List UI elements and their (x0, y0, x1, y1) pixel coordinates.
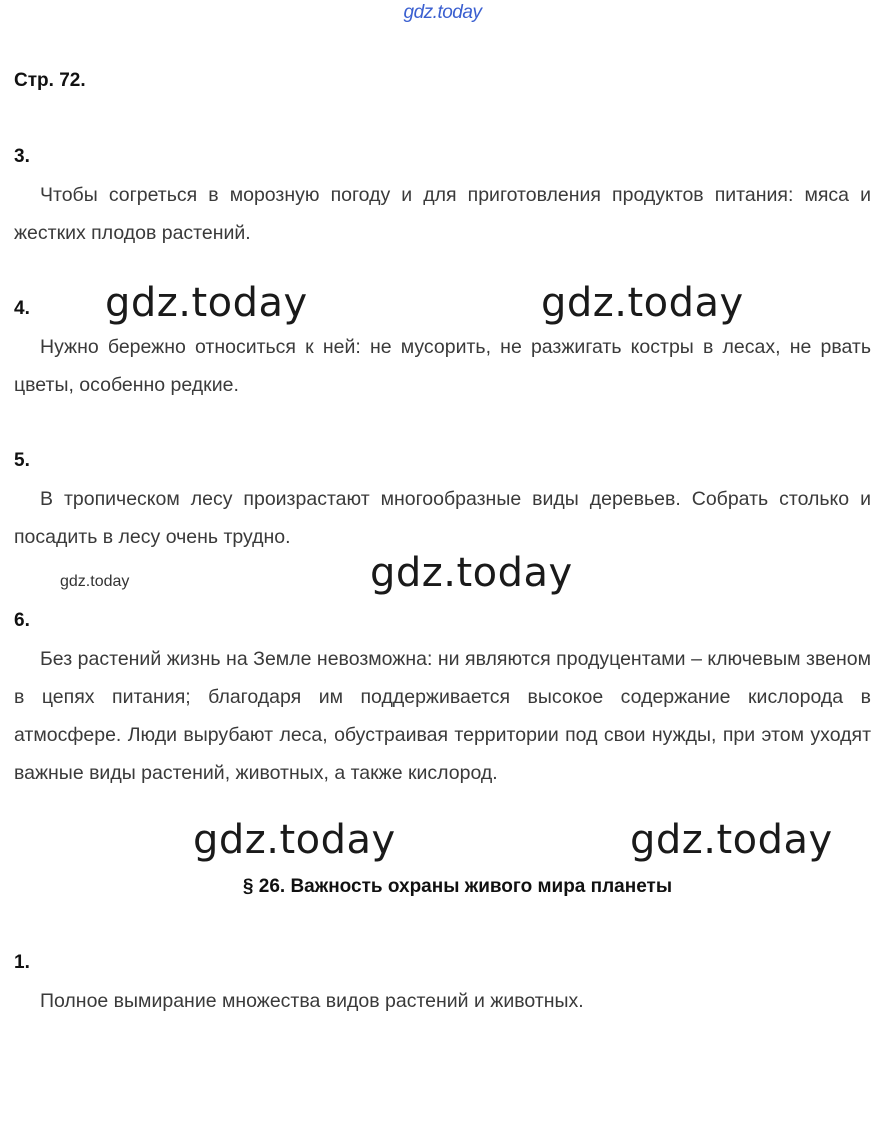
watermark-5: gdz.today (630, 817, 833, 863)
watermark-top: gdz.today (403, 2, 482, 23)
watermark-small: gdz.today (60, 573, 130, 590)
question-3-answer: Чтобы согреться в морозную погоду и для приготовления продуктов питания: мяса и жестких плодов растений. (14, 184, 871, 244)
section-title: § 26. Важность охраны живого мира планеты (242, 876, 673, 897)
watermark-3: gdz.today (370, 550, 573, 596)
section-1-number: 1. (14, 952, 30, 973)
watermark-4: gdz.today (193, 817, 396, 863)
section-1-answer: Полное вымирание множества видов растений и животных. (40, 990, 584, 1012)
watermark-1: gdz.today (105, 280, 308, 326)
question-5-number: 5. (14, 450, 30, 471)
question-3-number: 3. (14, 146, 30, 167)
question-6-answer: Без растений жизнь на Земле невозможна: ни являются продуцентами – ключевым звеном в цепях питания; благодаря им поддерживается высокое содержание кислорода в атмосфере. Люди вырубают леса, обустраивая территории под свои нужды, при этом уходят важные виды растений, животных, а также кислород. (14, 648, 871, 784)
question-5-answer: В тропическом лесу произрастают многообразные виды деревьев. Собрать столько и посадить в лесу очень трудно. (14, 488, 871, 548)
page-heading: Стр. 72. (14, 70, 86, 91)
question-4-number: 4. (14, 298, 30, 319)
question-4-answer: Нужно бережно относиться к ней: не мусорить, не разжигать костры в лесах, не рвать цветы, особенно редкие. (14, 336, 871, 396)
watermark-2: gdz.today (541, 280, 744, 326)
question-6-number: 6. (14, 610, 30, 631)
